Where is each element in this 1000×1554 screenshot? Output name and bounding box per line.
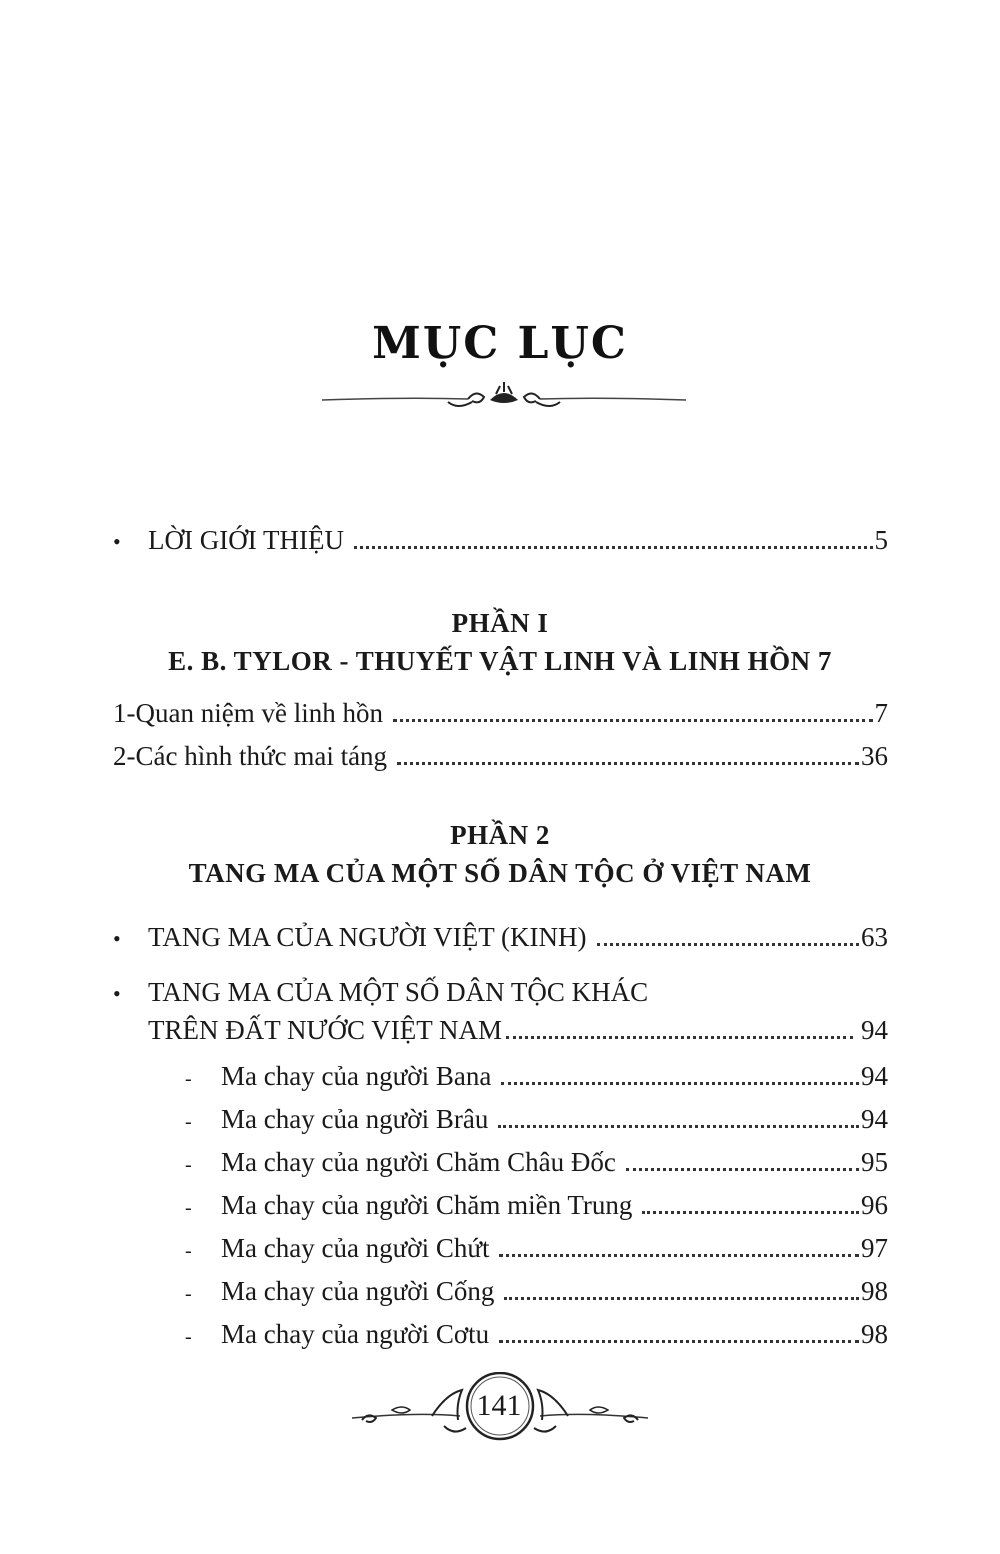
dot-leader xyxy=(501,1060,859,1085)
toc-entry-page: 96 xyxy=(861,1190,888,1220)
toc-entry-label: TANG MA CỦA MỘT SỐ DÂN TỘC KHÁC xyxy=(148,977,649,1007)
toc-entry-page: 95 xyxy=(861,1147,888,1177)
part-2-subtitle: TANG MA CỦA MỘT SỐ DÂN TỘC Ở VIỆT NAM xyxy=(188,858,812,888)
toc-subentry-chut[interactable] xyxy=(113,1232,888,1267)
dot-leader xyxy=(506,1014,853,1039)
toc-entry-part1-1[interactable] xyxy=(113,697,888,729)
toc-subentry-cham-mien-trung[interactable] xyxy=(113,1189,888,1224)
dot-leader xyxy=(393,697,873,722)
toc-entry-page: 94 xyxy=(861,1061,888,1091)
dot-leader xyxy=(642,1189,859,1214)
toc-entry-part1-2[interactable] xyxy=(113,740,888,772)
toc-subentry-cong[interactable] xyxy=(113,1275,888,1310)
toc-entry-page: 36 xyxy=(861,741,888,771)
toc-entry-page: 94 xyxy=(861,1015,888,1045)
toc-entry-label: Ma chay của người Chứt xyxy=(221,1233,490,1263)
dash-icon: - xyxy=(185,1111,192,1133)
dash-icon: - xyxy=(185,1326,192,1348)
dash-icon: - xyxy=(185,1283,192,1305)
part-1-subtitle: E. B. TYLOR - THUYẾT VẬT LINH VÀ LINH HỒN 7 xyxy=(168,646,832,676)
dot-leader xyxy=(597,921,859,946)
toc-subentry-cotu[interactable] xyxy=(113,1318,888,1353)
part-1-heading: PHẦN I xyxy=(451,608,549,638)
page-title: MỤC LỤC xyxy=(372,318,628,369)
toc-entry-label: Ma chay của người Brâu xyxy=(221,1104,489,1134)
dot-leader xyxy=(397,740,859,765)
toc-entry-page: 98 xyxy=(861,1319,888,1349)
toc-entry-label: 1-Quan niệm về linh hồn xyxy=(113,698,383,728)
toc-entry-kinh[interactable] xyxy=(113,921,888,955)
toc-entry-page: 7 xyxy=(874,698,888,728)
dot-leader xyxy=(626,1146,859,1171)
toc-entry-label: Ma chay của người Chăm miền Trung xyxy=(221,1190,633,1220)
dot-leader xyxy=(504,1275,859,1300)
toc-subentry-bana[interactable] xyxy=(113,1060,888,1095)
toc-entry-others-line1[interactable] xyxy=(113,976,888,1010)
toc-entry-label: LỜI GIỚI THIỆU xyxy=(148,525,344,555)
bullet-icon: • xyxy=(113,926,121,951)
toc-entry-label: TRÊN ĐẤT NƯỚC VIỆT NAM xyxy=(148,1015,502,1045)
toc-entry-page: 98 xyxy=(861,1276,888,1306)
dot-leader xyxy=(498,1103,859,1128)
toc-subentry-cham-chau-doc[interactable] xyxy=(113,1146,888,1181)
dot-leader xyxy=(499,1232,859,1257)
part-2-heading: PHẦN 2 xyxy=(450,820,550,850)
toc-entry-label: 2-Các hình thức mai táng xyxy=(113,741,388,771)
page-number: 141 xyxy=(476,1389,522,1422)
toc-entry-label: Ma chay của người Cống xyxy=(221,1276,495,1306)
toc-subentry-brau[interactable] xyxy=(113,1103,888,1138)
toc-entry-label: Ma chay của người Cơtu xyxy=(221,1319,490,1349)
dash-icon: - xyxy=(185,1197,192,1219)
toc-entry-intro[interactable] xyxy=(113,524,888,558)
dot-leader xyxy=(354,524,873,549)
toc-entry-page: 5 xyxy=(874,525,888,555)
bullet-icon: • xyxy=(113,981,121,1006)
dash-icon: - xyxy=(185,1068,192,1090)
title-flourish-ornament xyxy=(318,380,690,416)
toc-entry-label: TANG MA CỦA NGƯỜI VIỆT (KINH) xyxy=(148,922,587,952)
toc-entry-label: Ma chay của người Bana xyxy=(221,1061,492,1091)
toc-entry-page: 63 xyxy=(861,922,888,952)
toc-entry-label: Ma chay của người Chăm Châu Đốc xyxy=(221,1147,616,1177)
toc-entry-others-line2[interactable] xyxy=(148,1014,888,1046)
toc-entry-page: 94 xyxy=(861,1104,888,1134)
bullet-icon: • xyxy=(113,529,121,554)
dot-leader xyxy=(499,1318,859,1343)
dash-icon: - xyxy=(185,1240,192,1262)
toc-entry-page: 97 xyxy=(861,1233,888,1263)
dash-icon: - xyxy=(185,1154,192,1176)
